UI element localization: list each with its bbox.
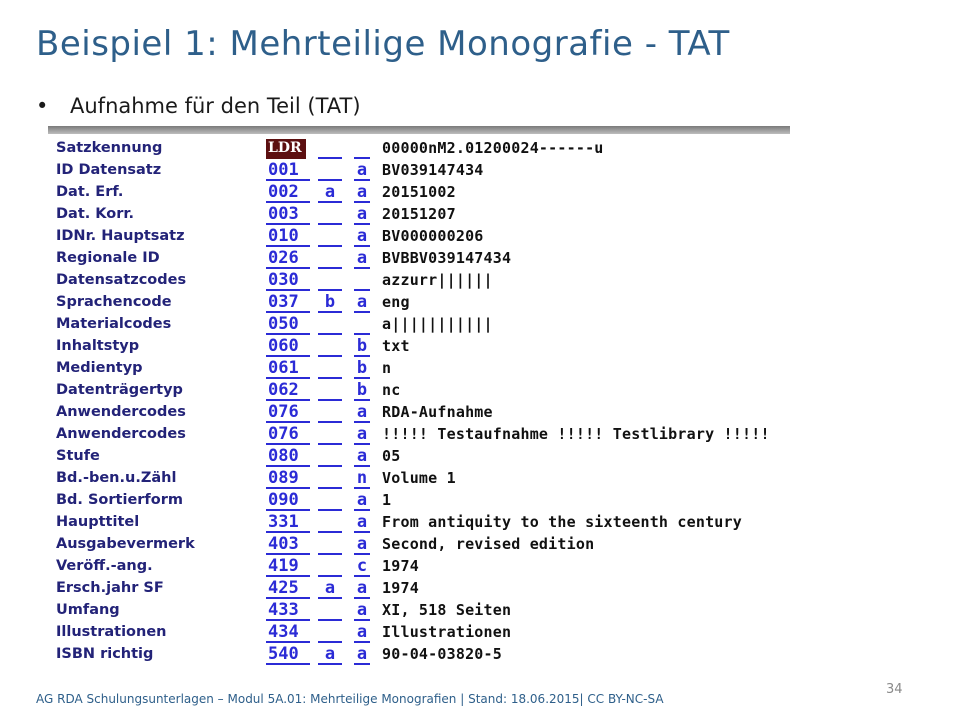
field-value[interactable]: 05 bbox=[382, 447, 401, 465]
indicator-1[interactable] bbox=[318, 139, 342, 159]
field-value[interactable]: n bbox=[382, 359, 392, 377]
field-tag[interactable]: 403 bbox=[266, 535, 310, 555]
indicator-1[interactable] bbox=[318, 337, 342, 357]
indicator-1[interactable]: a bbox=[318, 579, 342, 599]
record-field-row bbox=[48, 644, 790, 666]
field-tag[interactable]: 425 bbox=[266, 579, 310, 599]
field-tag[interactable]: 076 bbox=[266, 403, 310, 423]
field-value[interactable]: From antiquity to the sixteenth century bbox=[382, 513, 742, 531]
field-label: Regionale ID bbox=[56, 250, 160, 266]
field-tag[interactable]: 089 bbox=[266, 469, 310, 489]
field-tag[interactable]: 010 bbox=[266, 227, 310, 247]
field-tag[interactable]: 001 bbox=[266, 161, 310, 181]
indicator-2[interactable] bbox=[354, 271, 370, 291]
field-label: Ersch.jahr SF bbox=[56, 580, 164, 596]
indicator-1[interactable]: a bbox=[318, 183, 342, 203]
field-tag[interactable]: 419 bbox=[266, 557, 310, 577]
field-label: IDNr. Hauptsatz bbox=[56, 228, 185, 244]
indicator-2[interactable]: a bbox=[354, 205, 370, 225]
indicator-1[interactable] bbox=[318, 491, 342, 511]
indicator-2[interactable]: a bbox=[354, 623, 370, 643]
indicator-1[interactable] bbox=[318, 469, 342, 489]
record-field-row bbox=[48, 226, 790, 248]
field-value[interactable]: BV000000206 bbox=[382, 227, 484, 245]
field-value[interactable]: Illustrationen bbox=[382, 623, 512, 641]
indicator-1[interactable] bbox=[318, 623, 342, 643]
indicator-1[interactable] bbox=[318, 425, 342, 445]
field-label: Inhaltstyp bbox=[56, 338, 140, 354]
field-tag[interactable]: 433 bbox=[266, 601, 310, 621]
indicator-1[interactable] bbox=[318, 557, 342, 577]
indicator-1[interactable] bbox=[318, 271, 342, 291]
indicator-2[interactable]: a bbox=[354, 535, 370, 555]
field-label: Dat. Erf. bbox=[56, 184, 124, 200]
record-field-row bbox=[48, 160, 790, 182]
slide-title: Beispiel 1: Mehrteilige Monografie - TAT bbox=[36, 24, 730, 64]
field-value[interactable]: XI, 518 Seiten bbox=[382, 601, 512, 619]
record-field-row bbox=[48, 534, 790, 556]
field-value[interactable]: azzurr|||||| bbox=[382, 271, 493, 289]
bullet-text: Aufnahme für den Teil (TAT) bbox=[70, 94, 361, 118]
record-field-row bbox=[48, 270, 790, 292]
record-field-row bbox=[48, 204, 790, 226]
catalog-record-screenshot bbox=[48, 126, 790, 670]
indicator-2[interactable]: a bbox=[354, 645, 370, 665]
field-value[interactable]: Volume 1 bbox=[382, 469, 456, 487]
field-tag[interactable]: 026 bbox=[266, 249, 310, 269]
field-value[interactable]: nc bbox=[382, 381, 401, 399]
field-tag[interactable]: 002 bbox=[266, 183, 310, 203]
field-tag[interactable]: 003 bbox=[266, 205, 310, 225]
record-field-row bbox=[48, 512, 790, 534]
record-field-row bbox=[48, 402, 790, 424]
field-label: Anwendercodes bbox=[56, 404, 186, 420]
record-field-row bbox=[48, 380, 790, 402]
field-value[interactable]: BV039147434 bbox=[382, 161, 484, 179]
indicator-2[interactable]: a bbox=[354, 249, 370, 269]
indicator-1[interactable] bbox=[318, 601, 342, 621]
field-label: Datenträgertyp bbox=[56, 382, 183, 398]
record-fields bbox=[48, 138, 790, 666]
indicator-1[interactable] bbox=[318, 205, 342, 225]
indicator-2[interactable]: a bbox=[354, 513, 370, 533]
field-label: ISBN richtig bbox=[56, 646, 154, 662]
indicator-1[interactable] bbox=[318, 315, 342, 335]
record-field-row bbox=[48, 248, 790, 270]
field-value[interactable]: 20151207 bbox=[382, 205, 456, 223]
field-tag[interactable]: LDR bbox=[266, 139, 306, 159]
indicator-2[interactable]: b bbox=[354, 337, 370, 357]
indicator-1[interactable]: b bbox=[318, 293, 342, 313]
field-value[interactable]: Second, revised edition bbox=[382, 535, 595, 553]
record-field-row bbox=[48, 336, 790, 358]
field-tag[interactable]: 050 bbox=[266, 315, 310, 335]
field-label: ID Datensatz bbox=[56, 162, 162, 178]
indicator-1[interactable] bbox=[318, 513, 342, 533]
field-value[interactable]: 00000nM2.01200024------u bbox=[382, 139, 604, 157]
record-field-row bbox=[48, 292, 790, 314]
indicator-2[interactable]: a bbox=[354, 293, 370, 313]
record-field-row bbox=[48, 490, 790, 512]
field-value[interactable]: 20151002 bbox=[382, 183, 456, 201]
indicator-2[interactable]: a bbox=[354, 161, 370, 181]
bullet-item bbox=[36, 94, 361, 118]
indicator-2[interactable]: n bbox=[354, 469, 370, 489]
field-label: Materialcodes bbox=[56, 316, 172, 332]
field-tag[interactable]: 061 bbox=[266, 359, 310, 379]
field-label: Satzkennung bbox=[56, 140, 163, 156]
field-label: Sprachencode bbox=[56, 294, 172, 310]
record-field-row bbox=[48, 182, 790, 204]
field-value[interactable]: 1 bbox=[382, 491, 392, 509]
field-value[interactable]: txt bbox=[382, 337, 410, 355]
field-value[interactable]: eng bbox=[382, 293, 410, 311]
record-field-row bbox=[48, 600, 790, 622]
field-tag[interactable]: 090 bbox=[266, 491, 310, 511]
field-value[interactable]: 90-04-03820-5 bbox=[382, 645, 502, 663]
indicator-2[interactable]: a bbox=[354, 425, 370, 445]
indicator-2[interactable] bbox=[354, 315, 370, 335]
indicator-2[interactable]: a bbox=[354, 403, 370, 423]
indicator-1[interactable] bbox=[318, 161, 342, 181]
field-tag[interactable]: 080 bbox=[266, 447, 310, 467]
field-label: Illustrationen bbox=[56, 624, 167, 640]
record-field-row bbox=[48, 314, 790, 336]
field-label: Haupttitel bbox=[56, 514, 140, 530]
indicator-1[interactable] bbox=[318, 227, 342, 247]
field-tag[interactable]: 060 bbox=[266, 337, 310, 357]
field-value[interactable]: 1974 bbox=[382, 579, 419, 597]
record-field-row bbox=[48, 578, 790, 600]
indicator-2[interactable] bbox=[354, 139, 370, 159]
window-top-edge bbox=[48, 126, 790, 134]
indicator-1[interactable] bbox=[318, 249, 342, 269]
field-value[interactable]: !!!!! Testaufnahme !!!!! Testlibrary !!!!! bbox=[382, 425, 770, 443]
record-field-row bbox=[48, 622, 790, 644]
field-label: Bd.-ben.u.Zähl bbox=[56, 470, 177, 486]
field-label: Datensatzcodes bbox=[56, 272, 187, 288]
field-value[interactable]: 1974 bbox=[382, 557, 419, 575]
indicator-1[interactable] bbox=[318, 403, 342, 423]
indicator-2[interactable]: a bbox=[354, 491, 370, 511]
record-field-row bbox=[48, 138, 790, 160]
indicator-2[interactable]: a bbox=[354, 579, 370, 599]
field-tag[interactable]: 434 bbox=[266, 623, 310, 643]
indicator-2[interactable]: a bbox=[354, 227, 370, 247]
field-label: Stufe bbox=[56, 448, 100, 464]
indicator-1[interactable] bbox=[318, 359, 342, 379]
field-label: Ausgabevermerk bbox=[56, 536, 195, 552]
field-tag[interactable]: 030 bbox=[266, 271, 310, 291]
field-value[interactable]: BVBBV039147434 bbox=[382, 249, 512, 267]
indicator-2[interactable]: c bbox=[354, 557, 370, 577]
field-label: Veröff.-ang. bbox=[56, 558, 153, 574]
record-field-row bbox=[48, 468, 790, 490]
indicator-2[interactable]: b bbox=[354, 381, 370, 401]
indicator-1[interactable] bbox=[318, 447, 342, 467]
field-label: Dat. Korr. bbox=[56, 206, 134, 222]
indicator-2[interactable]: a bbox=[354, 447, 370, 467]
indicator-2[interactable]: a bbox=[354, 183, 370, 203]
field-tag[interactable]: 062 bbox=[266, 381, 310, 401]
record-field-row bbox=[48, 358, 790, 380]
field-tag[interactable]: 076 bbox=[266, 425, 310, 445]
field-tag[interactable]: 331 bbox=[266, 513, 310, 533]
field-value[interactable]: a||||||||||| bbox=[382, 315, 493, 333]
field-label: Umfang bbox=[56, 602, 120, 618]
record-field-row bbox=[48, 556, 790, 578]
field-label: Medientyp bbox=[56, 360, 143, 376]
field-tag[interactable]: 037 bbox=[266, 293, 310, 313]
field-label: Anwendercodes bbox=[56, 426, 186, 442]
indicator-1[interactable] bbox=[318, 381, 342, 401]
indicator-1[interactable]: a bbox=[318, 645, 342, 665]
field-tag[interactable]: 540 bbox=[266, 645, 310, 665]
slide-footer: AG RDA Schulungsunterlagen – Modul 5A.01: Mehrteilige Monografien | Stand: 18.06.2015| CC BY-NC-SA bbox=[36, 692, 664, 706]
record-field-row bbox=[48, 446, 790, 468]
indicator-2[interactable]: b bbox=[354, 359, 370, 379]
field-label: Bd. Sortierform bbox=[56, 492, 183, 508]
indicator-2[interactable]: a bbox=[354, 601, 370, 621]
page-number: 34 bbox=[886, 682, 903, 697]
bullet-dot: • bbox=[36, 94, 49, 118]
field-value[interactable]: RDA-Aufnahme bbox=[382, 403, 493, 421]
record-field-row bbox=[48, 424, 790, 446]
indicator-1[interactable] bbox=[318, 535, 342, 555]
